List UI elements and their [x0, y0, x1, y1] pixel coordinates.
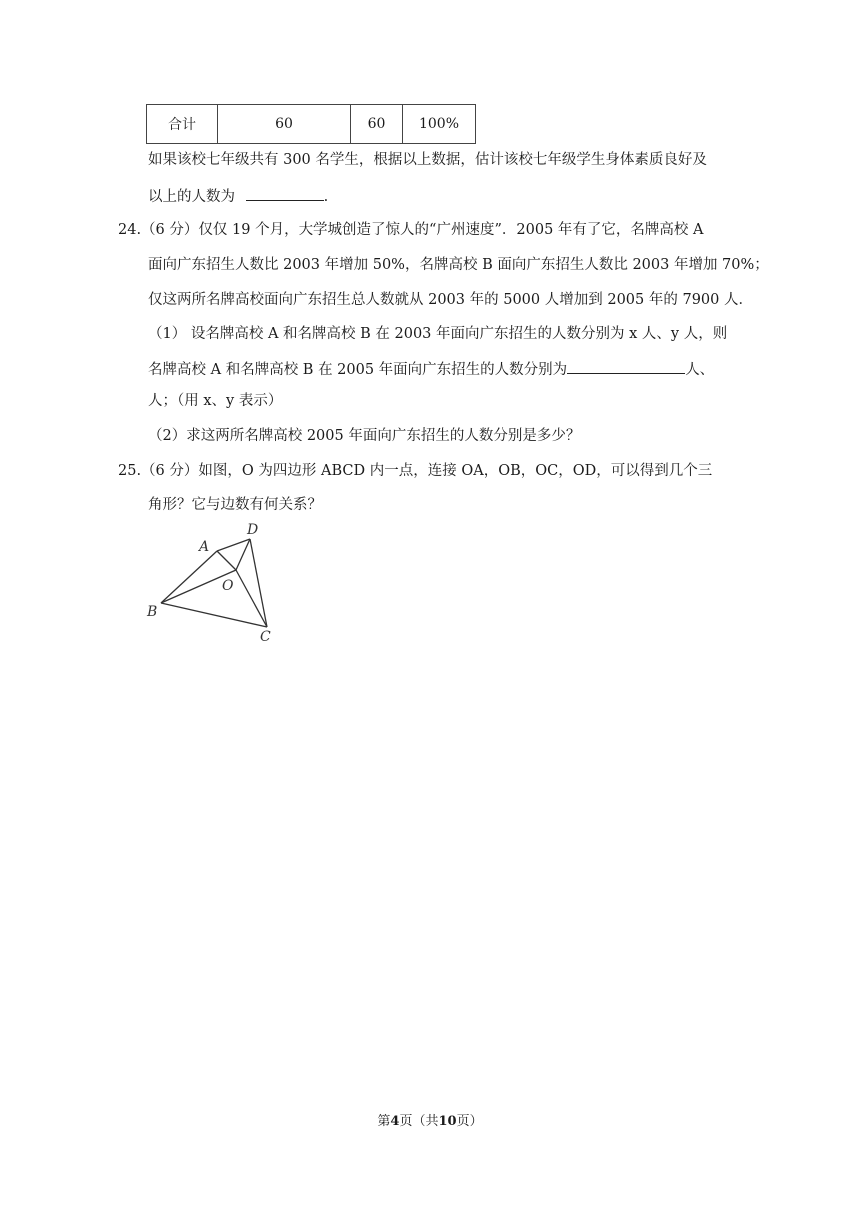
text-segment: .: [323, 189, 329, 205]
label-c: C: [260, 629, 271, 645]
label-d: D: [247, 522, 259, 538]
footer-total-pages: 10: [438, 1114, 457, 1129]
edge-ab: [161, 551, 217, 603]
text-line: （1） 设名牌高校 A 和名牌高校 B 在 2003 年面向广东招生的人数分别为 x 人、y 人，则: [148, 326, 728, 342]
footer-page-number: 4: [390, 1114, 400, 1129]
footer-prefix: 第: [377, 1114, 391, 1129]
table-cell: 合计: [147, 105, 218, 144]
quadrilateral-figure: [140, 515, 290, 645]
segment-oa: [217, 551, 236, 570]
table-cell: 60: [218, 105, 351, 144]
text-line: 如果该校七年级共有 300 名学生，根据以上数据，估计该校七年级学生身体素质良好及: [148, 152, 707, 168]
label-b: B: [147, 604, 158, 620]
text-line: （2）求这两所名牌高校 2005 年面向广东招生的人数分别是多少？: [148, 428, 581, 444]
table-cell: 100%: [403, 105, 476, 144]
table-cell: 60: [351, 105, 403, 144]
text-segment: 人、: [685, 362, 715, 378]
question-25-line: 25.（6 分）如图，O 为四边形 ABCD 内一点，连接 OA，OB，OC，OD，可以得到几个三: [118, 463, 713, 479]
question-24-line: 24.（6 分）仅仅 19 个月，大学城创造了惊人的“广州速度”．2005 年有了它，名牌高校 A: [118, 222, 704, 238]
text-segment: 以上的人数为: [148, 189, 235, 205]
footer-suffix: 页）: [456, 1114, 483, 1129]
summary-table: [146, 104, 476, 144]
edge-dc: [250, 539, 267, 627]
answer-blank[interactable]: [567, 358, 685, 374]
text-line: [148, 358, 714, 380]
table-row: [147, 105, 476, 144]
text-line: 人；（用 x、y 表示）: [148, 393, 283, 409]
label-o: O: [222, 578, 234, 594]
label-a: A: [199, 539, 210, 555]
text-line: [148, 185, 328, 207]
footer-middle: 页（共: [399, 1114, 439, 1129]
edge-bc: [161, 603, 267, 627]
page-footer: [0, 1113, 860, 1131]
text-line: 仅这两所名牌高校面向广东招生总人数就从 2003 年的 5000 人增加到 2005 年的 7900 人．: [148, 292, 753, 308]
answer-blank[interactable]: [246, 185, 324, 201]
text-line: 角形？它与边数有何关系？: [148, 497, 322, 513]
segment-oc: [236, 570, 267, 627]
text-segment: 名牌高校 A 和名牌高校 B 在 2005 年面向广东招生的人数分别为: [148, 362, 568, 378]
text-line: 面向广东招生人数比 2003 年增加 50%，名牌高校 B 面向广东招生人数比 2003 年增加 70%；: [148, 257, 769, 273]
